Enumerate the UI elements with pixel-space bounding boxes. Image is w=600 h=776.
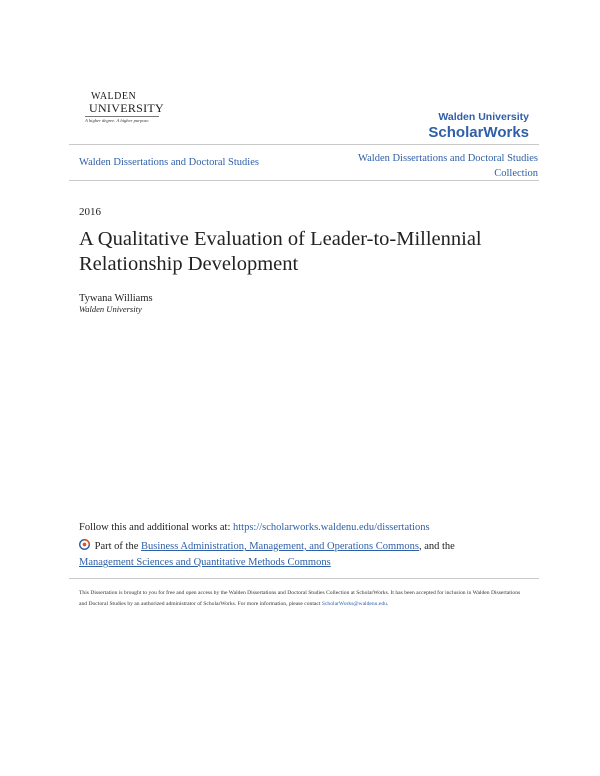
bepress-commons-icon (79, 539, 90, 550)
logo-walden-text: WALDEN (91, 91, 137, 102)
management-sciences-commons-link[interactable]: Management Sciences and Quantitative Methods Commons (79, 557, 331, 568)
follow-prefix: Follow this and additional works at: (79, 522, 231, 533)
author-name: Tywana Williams (79, 293, 153, 304)
footer-text: This Dissertation is brought to you for free and open access by the Walden Dissertations and Doctoral Studies Collection at ScholarWorks. It has been accepted for inclusion in Walden Dissertations and Doctoral Studies by an authorized administrator of ScholarWorks. For more information, please contact (79, 590, 521, 607)
header-divider (69, 180, 539, 181)
follow-line (79, 522, 430, 533)
follow-url-link[interactable]: https://scholarworks.waldenu.edu/dissertations (233, 522, 430, 533)
publication-year: 2016 (79, 206, 101, 218)
top-divider (69, 144, 539, 145)
logo-tagline: A higher degree. A higher purpose. (85, 118, 150, 123)
breadcrumb-series-link[interactable]: Walden Dissertations and Doctoral Studies (79, 157, 259, 168)
footer-note (79, 588, 529, 610)
scholarworks-title: ScholarWorks (428, 124, 529, 141)
part-of-line (79, 539, 539, 571)
document-title: A Qualitative Evaluation of Leader-to-Millennial Relationship Development (79, 228, 482, 275)
logo-rule (85, 116, 159, 117)
footer-divider (69, 578, 539, 579)
footer-end: . (386, 601, 389, 607)
scholarworks-link[interactable] (428, 111, 529, 142)
author-affiliation: Walden University (79, 304, 142, 314)
breadcrumb-collection-line2: Collection (494, 168, 538, 179)
scholarworks-university: Walden University (438, 111, 529, 123)
walden-logo (83, 92, 173, 123)
business-admin-commons-link[interactable]: Business Administration, Management, and Operations Commons (141, 541, 419, 552)
part-of-prefix: Part of the (94, 541, 139, 552)
part-of-middle: , and the (418, 541, 455, 552)
breadcrumb-collection-line1: Walden Dissertations and Doctoral Studies (358, 153, 538, 164)
breadcrumb-collection-link[interactable] (358, 151, 538, 181)
logo-university-text: UNIVERSITY (89, 101, 164, 115)
contact-email-link[interactable]: ScholarWorks@waldenu.edu (321, 601, 387, 607)
